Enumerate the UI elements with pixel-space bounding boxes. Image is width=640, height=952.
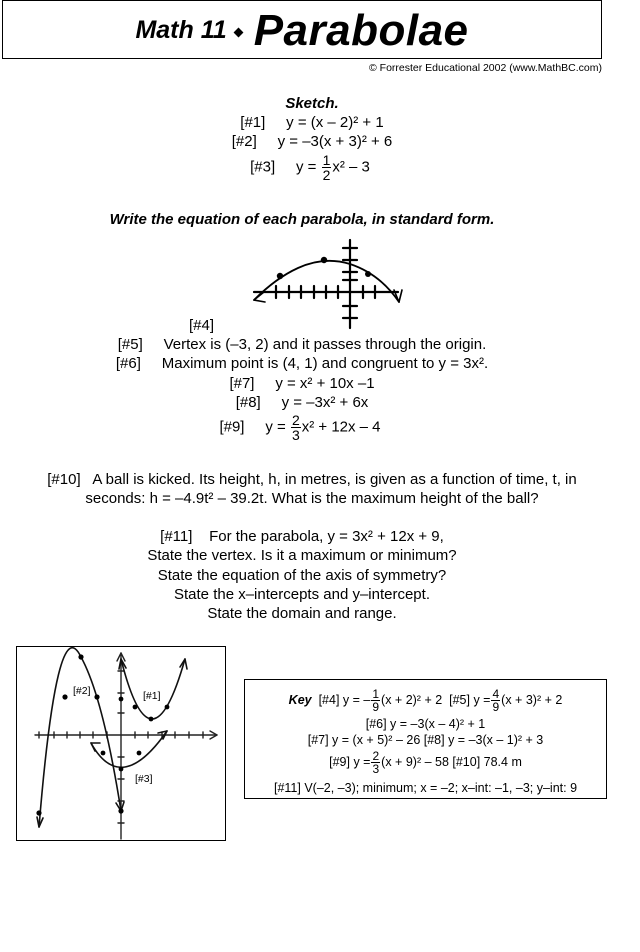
- key-9-fraction: [371, 750, 380, 775]
- problem-10-line-1: [0, 471, 632, 489]
- problem-2: [0, 133, 632, 151]
- graph-label-1: [#1]: [143, 690, 161, 702]
- fraction-numerator: 4: [492, 687, 500, 701]
- problem-11-line-2: State the vertex. Is it a maximum or minimum?: [147, 547, 457, 564]
- key-line-4-5: [245, 688, 606, 713]
- fraction-denominator: 3: [291, 427, 300, 443]
- course-name: Math 11: [135, 16, 227, 44]
- problem-1-number: [#1]: [240, 114, 266, 131]
- key-line-9-10: [245, 750, 606, 775]
- key-5-prefix: [#5] y =: [449, 692, 491, 707]
- problem-4-number: [#4]: [189, 317, 215, 334]
- problem-9-number: [#9]: [219, 418, 245, 436]
- fraction-two-thirds: [291, 413, 301, 442]
- problem-9-eq-prefix: y =: [265, 418, 290, 436]
- key-4-prefix: [#4] y = –: [318, 692, 371, 707]
- problem-3-eq-suffix: x² – 3: [332, 158, 370, 176]
- problem-10-text-1: A ball is kicked. Its height, h, in metres, is given as a function of time, t, in: [92, 471, 577, 488]
- problem-7-equation: y = x² + 10x –1: [275, 375, 375, 392]
- answer-graphs-box: [16, 646, 226, 841]
- problem-5: [0, 336, 622, 354]
- key-line-7-8: [#7] y = (x + 5)² – 26 [#8] y = –3(x – 1)² + 3: [307, 733, 544, 747]
- problem-8-number: [#8]: [235, 394, 261, 411]
- problem-5-text: Vertex is (–3, 2) and it passes through the origin.: [163, 336, 487, 353]
- standard-form-heading: Write the equation of each parabola, in standard form.: [109, 211, 495, 228]
- problem-10-line-2: seconds: h = –4.9t² – 39.2t. What is the maximum height of the ball?: [85, 490, 539, 507]
- graph-label-2: [#2]: [73, 685, 91, 697]
- problem-11-text-1: For the parabola, y = 3x² + 12x + 9,: [209, 528, 444, 545]
- problem-3-eq-prefix: y =: [295, 158, 321, 176]
- key-4-suffix: (x + 2)² + 2: [381, 692, 443, 707]
- fraction-denominator: 9: [492, 700, 500, 714]
- problem-6: [0, 355, 622, 373]
- fraction-numerator: 2: [291, 412, 300, 428]
- problem-5-number: [#5]: [117, 336, 143, 353]
- problem-11-number: [#11]: [160, 528, 193, 545]
- header-box: [2, 0, 602, 59]
- problem-1-equation: y = (x – 2)² + 1: [286, 114, 384, 131]
- problem-8-equation: y = –3x² + 6x: [281, 394, 369, 411]
- problem-7: [0, 375, 622, 393]
- sketch-heading: Sketch.: [285, 95, 339, 112]
- problem-3-number: [#3]: [250, 158, 276, 176]
- problem-10-number: [#10]: [47, 471, 81, 488]
- problem-11-line-5: State the domain and range.: [207, 605, 397, 622]
- copyright-notice: © Forrester Educational 2002 (www.MathBC.com): [369, 62, 602, 74]
- key-line-6: [#6] y = –3(x – 4)² + 1: [365, 717, 486, 731]
- problem-8: [0, 394, 622, 412]
- diamond-icon: [233, 27, 243, 37]
- problem-2-number: [#2]: [231, 133, 257, 150]
- problem-11-line-1: [0, 528, 622, 546]
- fraction-denominator: 2: [322, 167, 331, 183]
- parabola-4-graph: [244, 234, 410, 332]
- key-4-fraction: [371, 688, 380, 713]
- graph-label-3: [#3]: [135, 773, 153, 785]
- problem-11-line-3: State the equation of the axis of symmetry?: [157, 567, 447, 584]
- fraction-one-half: [322, 153, 332, 182]
- fraction-denominator: 9: [372, 700, 380, 714]
- problem-6-number: [#6]: [115, 355, 141, 372]
- key-5-suffix: (x + 3)² + 2: [501, 692, 563, 707]
- fraction-numerator: 2: [372, 749, 380, 763]
- answer-key-box: [244, 679, 607, 799]
- problem-9-eq-suffix: x² + 12x – 4: [301, 418, 381, 436]
- fraction-denominator: 3: [372, 762, 380, 776]
- key-9-suffix: (x + 9)² – 58 [#10] 78.4 m: [381, 754, 522, 769]
- key-9-prefix: [#9] y =: [329, 754, 371, 769]
- fraction-numerator: 1: [322, 152, 331, 168]
- problem-11-line-4: State the x–intercepts and y–intercept.: [174, 586, 430, 603]
- problem-2-equation: y = –3(x + 3)² + 6: [277, 133, 393, 150]
- title-parabolae: Parabolae: [253, 5, 469, 55]
- key-5-fraction: [491, 688, 500, 713]
- page-title: [3, 1, 601, 60]
- problem-1: [0, 114, 632, 132]
- fraction-numerator: 1: [372, 687, 380, 701]
- key-line-11: [#11] V(–2, –3); minimum; x = –2; x–int: –1, –3; y–int: 9: [273, 781, 578, 795]
- problem-9: [0, 413, 620, 442]
- problem-3: [0, 153, 630, 182]
- problem-6-text: Maximum point is (4, 1) and congruent to y = 3x².: [161, 355, 489, 372]
- key-title: Key: [288, 692, 312, 707]
- answer-graphs: [17, 647, 226, 841]
- problem-7-number: [#7]: [229, 375, 255, 392]
